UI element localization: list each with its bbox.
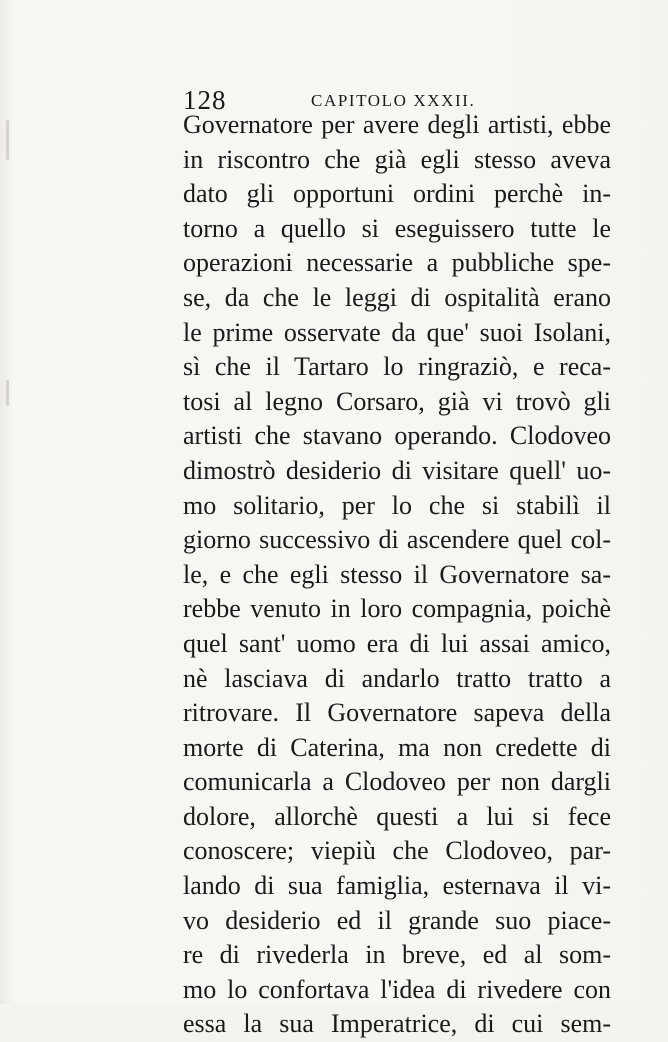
text-line: re di rivederla in breve, ed al som- [183,940,611,970]
text-line: lando di sua famiglia, esternava il vi- [183,871,611,901]
text-line: Governatore per avere degli artisti, ebbe [183,110,611,139]
text-line: le prime osservate da que' suoi Isolani, [183,317,611,347]
body-text [183,108,611,1042]
running-head: CAPITOLO XXXII. [311,91,476,110]
gutter-mark [6,120,9,160]
text-line: conoscere; viepiù che Clodoveo, par- [183,836,611,866]
text-line: essa la sua Imperatrice, di cui sem- [183,1009,611,1039]
page-number: 128 [183,85,227,115]
text-line: vo desiderio ed il grande suo piace- [183,905,611,935]
text-line: tosi al legno Corsaro, già vi trovò gli [183,386,611,416]
text-line: torno a quello si eseguissero tutte le [183,213,611,243]
gutter-mark [6,380,9,406]
text-line: comunicarla a Clodoveo per non dargli [183,767,611,797]
text-line: dimostrò desiderio di visitare quell' uo- [183,455,611,485]
text-line: mo solitario, per lo che si stabilì il [183,490,611,520]
text-line: operazioni necessarie a pubbliche spe- [183,248,611,278]
text-line: mo lo confortava l'idea di rivedere con [183,974,611,1004]
text-line: sì che il Tartaro lo ringraziò, e reca- [183,352,611,382]
text-line: le, e che egli stesso il Governatore sa- [183,559,611,589]
text-line: quel sant' uomo era di lui assai amico, [183,628,611,658]
text-line: artisti che stavano operando. Clodoveo [183,421,611,451]
text-line: dato gli opportuni ordini perchè in- [183,179,611,209]
text-line: dolore, allorchè questi a lui si fece [183,801,611,831]
text-line: morte di Caterina, ma non credette di [183,732,611,762]
text-line: nè lasciava di andarlo tratto tratto a [183,663,611,693]
text-line: in riscontro che già egli stesso aveva [183,144,611,174]
text-line: rebbe venuto in loro compagnia, poichè [183,594,611,624]
text-line: giorno successivo di ascendere quel col- [183,525,611,555]
text-line: se, da che le leggi di ospitalità erano [183,282,611,312]
text-line: ritrovare. Il Governatore sapeva della [183,698,611,728]
